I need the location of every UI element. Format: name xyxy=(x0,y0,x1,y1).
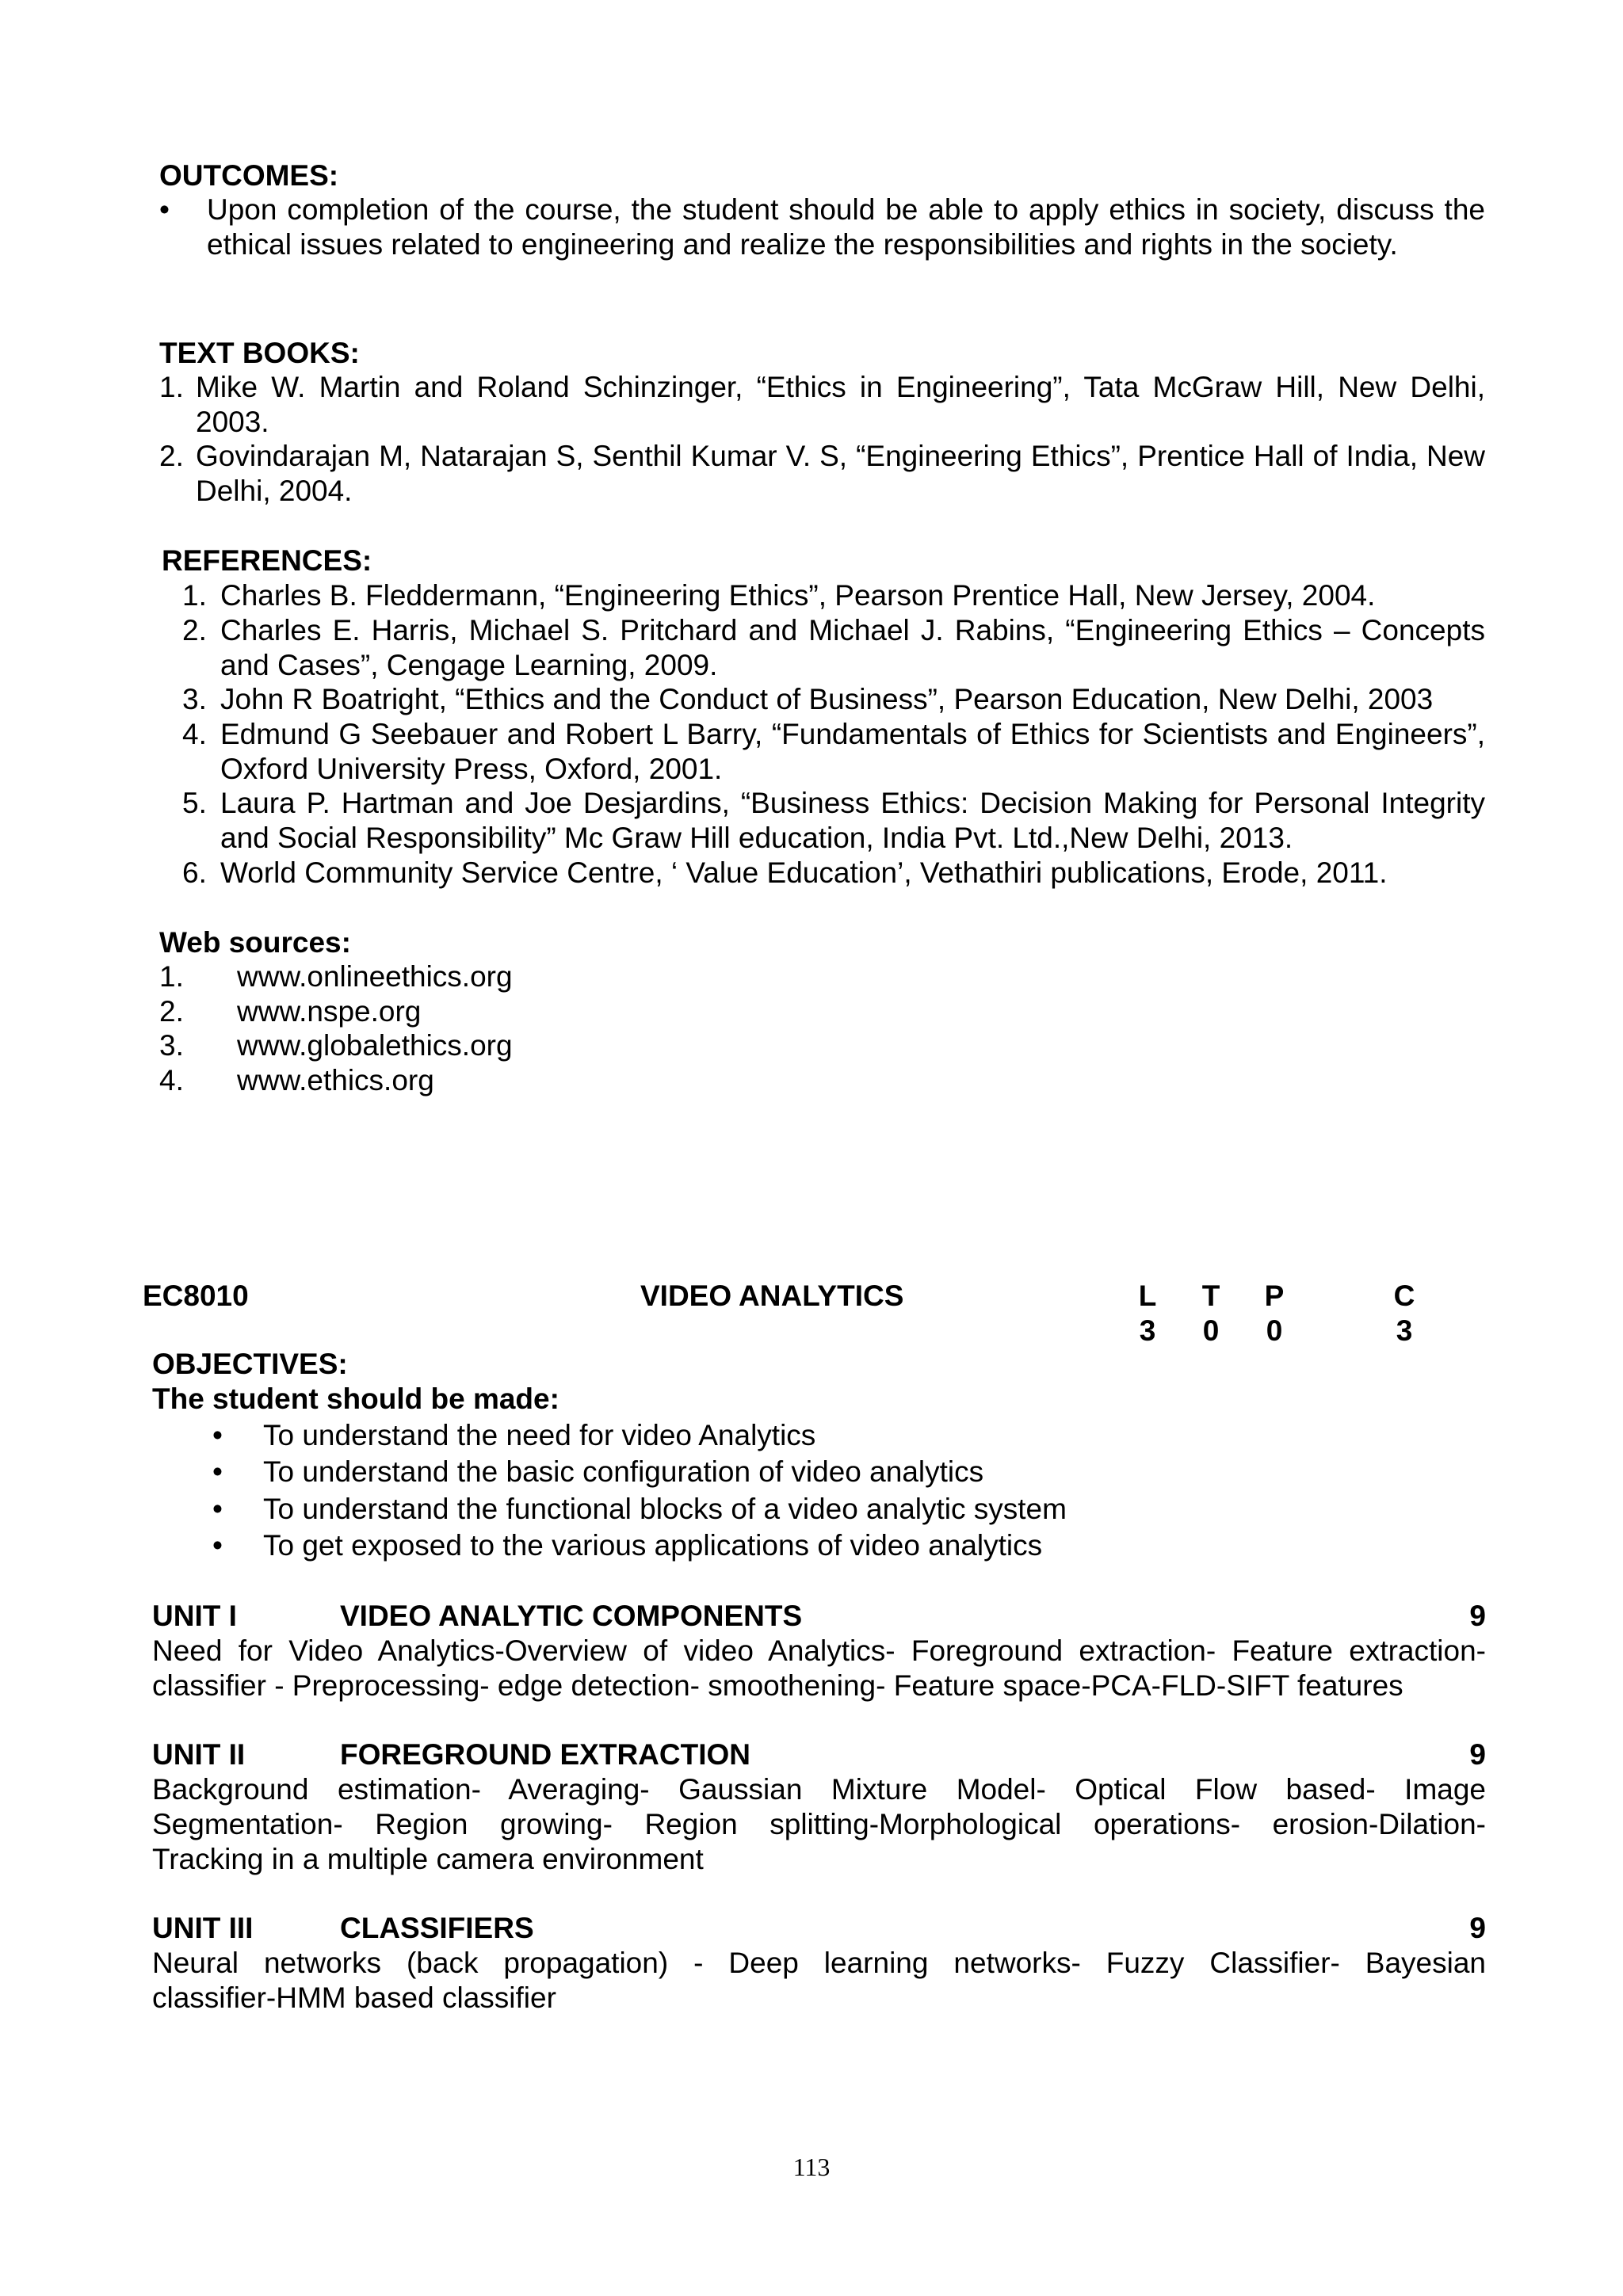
list-item-text: Mike W. Martin and Roland Schinzinger, “Ethics in Engineering”, Tata McGraw Hill, New Delhi, 2003. xyxy=(196,371,1485,438)
objective-item xyxy=(212,1528,1042,1563)
unit-title: FOREGROUND EXTRACTION xyxy=(340,1738,750,1771)
objectives-subheading: The student should be made: xyxy=(152,1383,559,1415)
outcomes-item xyxy=(159,193,1485,261)
list-number: 6. xyxy=(182,856,207,889)
unit-heading xyxy=(152,1599,1486,1634)
objective-text: To get exposed to the various applications of video analytics xyxy=(263,1529,1043,1562)
objective-text: To understand the functional blocks of a video analytic system xyxy=(263,1493,1067,1525)
unit-content-line: Segmentation- Region growing- Region splitting-Morphological operations- erosion-Dilation- xyxy=(152,1808,1486,1840)
page-number: 113 xyxy=(792,2153,831,2181)
ltpc-header-p: P xyxy=(1264,1280,1285,1312)
references-heading: REFERENCES: xyxy=(162,544,372,577)
ltpc-header-c: C xyxy=(1393,1280,1415,1312)
ltpc-header-l: L xyxy=(1138,1280,1157,1312)
reference-item xyxy=(182,578,1485,613)
list-number: 2. xyxy=(159,440,184,472)
ltpc-value-c: 3 xyxy=(1396,1314,1413,1347)
list-number: 4. xyxy=(182,718,207,750)
bullet-icon: • xyxy=(212,1493,223,1525)
reference-item xyxy=(182,717,1485,786)
objective-item xyxy=(212,1418,815,1453)
list-item-text: Charles E. Harris, Michael S. Pritchard and Michael J. Rabins, “Engineering Ethics – Concepts and Cases”, Cengage Learning, 2009. xyxy=(220,614,1485,681)
web-source-link[interactable]: www.nspe.org xyxy=(237,995,422,1028)
list-number: 3. xyxy=(182,683,207,715)
unit-code: UNIT I xyxy=(152,1600,237,1632)
web-source-item xyxy=(159,994,421,1029)
list-item-text: Laura P. Hartman and Joe Desjardins, “Business Ethics: Decision Making for Personal Integrity and Social Responsibility” Mc Graw Hill education, India Pvt. Ltd.,New Delhi, 2013. xyxy=(220,787,1485,854)
bullet-icon: • xyxy=(212,1529,223,1562)
web-source-link[interactable]: www.onlineethics.org xyxy=(237,960,513,993)
list-item-text: Charles B. Fleddermann, “Engineering Ethics”, Pearson Prentice Hall, New Jersey, 2004. xyxy=(220,579,1376,612)
objective-item xyxy=(212,1455,983,1489)
list-item-text: Edmund G Seebauer and Robert L Barry, “Fundamentals of Ethics for Scientists and Engineers”, Oxford University Press, Oxford, 2001. xyxy=(220,718,1485,785)
list-number: 4. xyxy=(159,1064,184,1097)
list-number: 2. xyxy=(182,614,207,646)
unit-content-line: Need for Video Analytics-Overview of video Analytics- Foreground extraction- Feature extraction- xyxy=(152,1634,1486,1667)
objective-item xyxy=(212,1492,1067,1527)
text-book-item xyxy=(159,370,1485,439)
web-source-item xyxy=(159,959,513,994)
unit-title: VIDEO ANALYTIC COMPONENTS xyxy=(340,1600,803,1632)
course-title: VIDEO ANALYTICS xyxy=(640,1280,904,1312)
unit-hours: 9 xyxy=(1469,1738,1486,1771)
unit-heading xyxy=(152,1737,1486,1772)
objectives-heading: OBJECTIVES: xyxy=(152,1348,348,1380)
reference-item xyxy=(182,613,1485,682)
unit-title: CLASSIFIERS xyxy=(340,1912,534,1944)
outcomes-item-text: Upon completion of the course, the student should be able to apply ethics in society, discuss the ethical issues related to engineering and realize the responsibilities and rights in the society. xyxy=(207,193,1485,261)
ltpc-value-t: 0 xyxy=(1202,1314,1220,1347)
unit-hours: 9 xyxy=(1469,1600,1486,1632)
unit-hours: 9 xyxy=(1469,1912,1486,1944)
web-source-item xyxy=(159,1063,434,1098)
course-code: EC8010 xyxy=(143,1280,249,1312)
outcomes-heading: OUTCOMES: xyxy=(159,159,339,192)
list-item-text: World Community Service Centre, ‘ Value Education’, Vethathiri publications, Erode, 2011. xyxy=(220,856,1388,889)
objective-text: To understand the basic configuration of video analytics xyxy=(263,1455,984,1488)
text-book-item xyxy=(159,439,1485,508)
unit-code: UNIT II xyxy=(152,1738,246,1771)
list-number: 3. xyxy=(159,1029,184,1062)
web-sources-heading: Web sources: xyxy=(159,926,351,959)
list-number: 1. xyxy=(159,960,184,993)
unit-content-line: Background estimation- Averaging- Gaussian Mixture Model- Optical Flow based- Image xyxy=(152,1773,1486,1806)
bullet-icon: • xyxy=(212,1419,223,1451)
bullet-icon: • xyxy=(212,1455,223,1488)
list-number: 2. xyxy=(159,995,184,1028)
reference-item xyxy=(182,682,1485,717)
text-books-heading: TEXT BOOKS: xyxy=(159,337,360,369)
ltpc-value-p: 0 xyxy=(1266,1314,1283,1347)
bullet-icon: • xyxy=(159,193,170,226)
unit-code: UNIT III xyxy=(152,1912,254,1944)
unit-content-line: Neural networks (back propagation) - Deep learning networks- Fuzzy Classifier- Bayesian xyxy=(152,1947,1486,1979)
web-source-item xyxy=(159,1028,513,1063)
reference-item xyxy=(182,856,1485,891)
reference-item xyxy=(182,786,1485,855)
list-item-text: John R Boatright, “Ethics and the Conduct of Business”, Pearson Education, New Delhi, 2003 xyxy=(220,683,1434,715)
list-item-text: Govindarajan M, Natarajan S, Senthil Kumar V. S, “Engineering Ethics”, Prentice Hall of India, New Delhi, 2004. xyxy=(196,440,1485,507)
unit-content-line: classifier - Preprocessing- edge detection- smoothening- Feature space-PCA-FLD-SIFT features xyxy=(152,1669,1403,1702)
unit-content-line: Tracking in a multiple camera environment xyxy=(152,1843,704,1875)
ltpc-value-l: 3 xyxy=(1139,1314,1156,1347)
list-number: 1. xyxy=(159,371,184,403)
web-source-link[interactable]: www.globalethics.org xyxy=(237,1029,513,1062)
web-source-link[interactable]: www.ethics.org xyxy=(237,1064,434,1097)
ltpc-header-t: T xyxy=(1201,1280,1220,1312)
unit-heading xyxy=(152,1911,1486,1946)
unit-content-line: classifier-HMM based classifier xyxy=(152,1981,556,2014)
objective-text: To understand the need for video Analytics xyxy=(263,1419,816,1451)
list-number: 5. xyxy=(182,787,207,819)
list-number: 1. xyxy=(182,579,207,612)
